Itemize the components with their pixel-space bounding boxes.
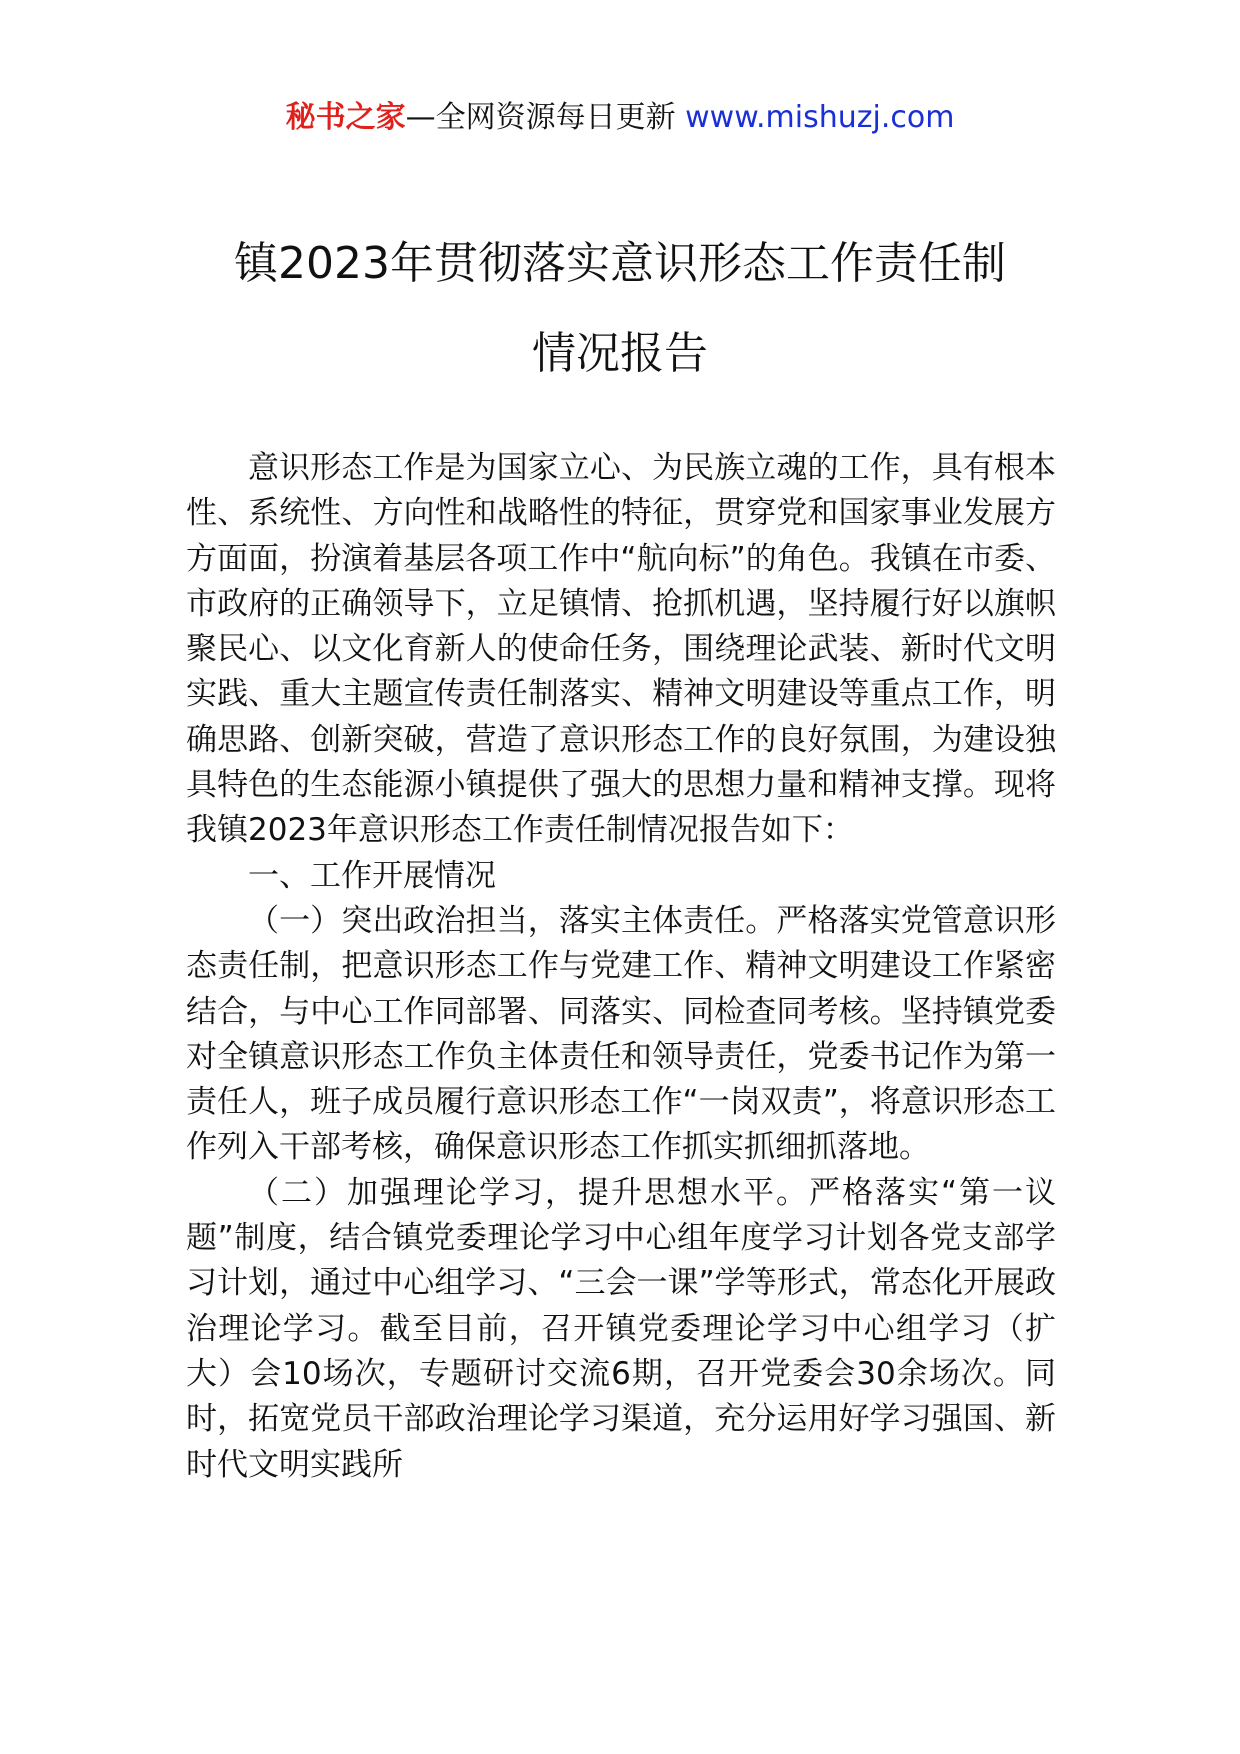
banner-url-link[interactable]: www.mishuzj.com (685, 100, 955, 135)
document-body (186, 446, 1056, 1488)
banner-slogan: —全网资源每日更新 (405, 100, 686, 135)
body-paragraph: （一）突出政治担当，落实主体责任。严格落实党管意识形态责任制，把意识形态工作与党建工作、精神文明建设工作紧密结合，与中心工作同部署、同落实、同检查同考核。坚持镇党委对全镇意识形态工作负主体责任和领导责任，党委书记作为第一责任人，班子成员履行意识形态工作“一岗双责”，将意识形态工作列入干部考核，确保意识形态工作抓实抓细抓落地。 (186, 902, 1056, 1166)
intro-paragraph: 意识形态工作是为国家立心、为民族立魂的工作，具有根本性、系统性、方向性和战略性的特征，贯穿党和国家事业发展方方面面，扮演着基层各项工作中“航向标”的角色。我镇在市委、市政府的正确领导下，立足镇情、抢抓机遇，坚持履行好以旗帜聚民心、以文化育新人的使命任务，围绕理论武装、新时代文明实践、重大主题宣传责任制落实、精神文明建设等重点工作，明确思路、创新突破，营造了意识形态工作的良好氛围，为建设独具特色的生态能源小镇提供了强大的思想力量和精神支撑。现将我镇2023年意识形态工作责任制情况报告如下： (186, 450, 1056, 849)
body-paragraph: （二）加强理论学习，提升思想水平。严格落实“第一议题”制度，结合镇党委理论学习中心组年度学习计划各党支部学习计划，通过中心组学习、“三会一课”学等形式，常态化开展政治理论学习。截至目前，召开镇党委理论学习中心组学习（扩大）会10场次，专题研讨交流6期，召开党委会30余场次。同时，拓宽党员干部政治理论学习渠道，充分运用好学习强国、新时代文明实践所 (186, 1174, 1056, 1483)
document-title-line-1: 镇2023年贯彻落实意识形态工作责任制 (234, 238, 1006, 289)
brand-name: 秘书之家 (285, 100, 406, 135)
site-banner (0, 98, 1240, 138)
section-heading: 一、工作开展情况 (248, 857, 496, 894)
document-title-line-2: 情况报告 (532, 328, 708, 379)
